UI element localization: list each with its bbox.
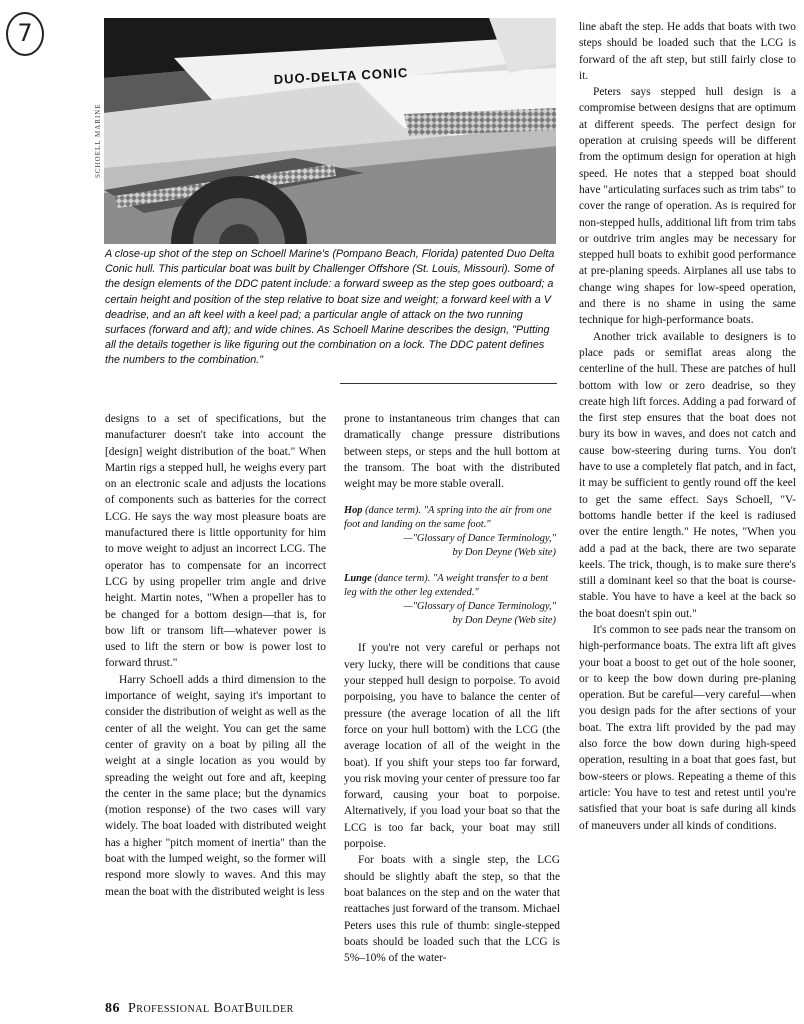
col2-lead-paragraph: prone to instantaneous trim changes that can dramatically change pressure distributions between steps, or steps and the hull bottom at the transom. The boat with the distributed weight may be more stable overall. <box>344 413 560 491</box>
definition-lunge-body: (dance term). "A weight transfer to a bent leg with the other leg extended." <box>344 573 549 599</box>
col2-paragraph-single-step: For boats with a single step, the LCG should be slightly abaft the step, so that the boat balances on the step and on the water that reattaches just forward of the transom. Michael Peters uses this rule of thumb: single-stepped boats should be loaded such that the LCG is 5%–10% of the water- <box>344 854 560 965</box>
caption-divider <box>340 383 557 384</box>
definition-lunge-term: Lunge <box>344 573 372 585</box>
text-column-2 <box>344 411 560 966</box>
publication-name: Professional BoatBuilder <box>128 1001 294 1016</box>
hull-step-photo <box>104 18 556 244</box>
photo-credit: SCHOELL MARINE <box>94 103 102 178</box>
photo-caption: A close-up shot of the step on Schoell Marine's (Pompano Beach, Florida) patented Duo Delta Conic hull. This particular boat was built by Challenger Offshore (St. Louis, Missouri). Some of the design elements of the DDC patent include: a forward sweep as the step goes outboard; a certain height and position of the step relative to boat size and weight; a forward keel with a V deadrise, and an aft keel with a keel pad; a particular angle of attack on the two running surfaces (forward and aft); and wide chines. As Schoell Marine describes the design, "Putting all the details together is like figuring out the combination on a lock. The DDC patent defines the numbers to the combination." <box>105 248 555 367</box>
col3-paragraph-2: Peters says stepped hull design is a compromise between designs that are optimum at different speeds. The perfect design for operation at cruising speeds will be different from the optimum design for operation at high speed. He notes that a stepped boat should have "articulating surfaces such as trim tabs" to cover the range of operation. As is required for non-stepped hulls, additional lift from trim tabs or outdrive trim angles may be necessary for stepped hull boats to exhibit good performance at pre-planing speeds. Airplanes all use tabs to change wing shapes for low-speed operation, and there is no shame in using the same technique for high-performance boats. <box>579 86 796 327</box>
definition-hop-author: by Don Deyne (Web site) <box>452 547 556 559</box>
definition-hop-source: —"Glossary of Dance Terminology," <box>403 533 556 545</box>
col3-paragraph-1: line abaft the step. He adds that boats with two steps should be loaded such that the LCG is forward of the aft step, but still fairly close to it. <box>579 21 796 82</box>
definition-lunge <box>344 572 560 628</box>
definition-hop <box>344 504 560 560</box>
definition-hop-text <box>344 504 560 532</box>
page-footer <box>105 1001 294 1017</box>
col2-paragraph-porpoise: If you're not very careful or perhaps not very lucky, there will be conditions that cause your stepped hull design to porpoise. To avoid porpoising, you have to balance the center of pressure (the average location of all the lift force on your hull bottom) with the LCG (the average location of all of the weight in the boat). If you shift your steps too far forward, you risk moving your center of pressure too far forward, causing your boat to porpoise. Alternatively, if you load your boat so that the LCG is too far back, your boat may still porpoise. <box>344 642 560 851</box>
col3-paragraph-3: Another trick available to designers is to place pads or semiflat areas along the centerline of the hull. These are patches of hull bottom with low or zero deadrise, so they create high lift forces. Adding a pad forward of the first step ensures that the boat does not bury its bow in waves, and does not catch and cause bow-steering during turns. You don't have to use a completely flat patch, and in fact, it may be sufficient to gently round off the keel to get the same effect. Says Schoell, "V-bottoms handle better if the keel is radiused over the entire length." He notes, "When you add a pad at the back, there are two separate keels. The trick, though, is to make sure there's still a dominant keel so that the boat is course-stable. You have to have a keel at the back so the boat doesn't spin out." <box>579 330 796 620</box>
hull-decal-text: DUO-DELTA CONIC <box>273 64 409 87</box>
definition-lunge-text <box>344 572 560 600</box>
text-column-1 <box>105 411 326 900</box>
definition-hop-term: Hop <box>344 505 363 517</box>
definition-lunge-author: by Don Deyne (Web site) <box>452 615 556 627</box>
col1-paragraph-1: designs to a set of specifications, but the manufacturer doesn't take into account the [design] weight distribution of the boat." When Martin rigs a stepped hull, he weighs every part on an electronic scale and adjusts the locations of components such as batteries for the correct LCG. He says the way most pleasure boats are manufactured there is little opportunity for him to move weight to adjust an incorrect LCG. The operator has to compensate for an incorrect LCG by using propeller trim angle and drive height. Martin notes, "When a propeller has to be changed for a bottom design—that is, for bow lift or transom lift—whatever power is used to lift the stern or bow is power lost to forward thrust." <box>105 413 326 670</box>
col3-paragraph-4: It's common to see pads near the transom on high-performance boats. The extra lift aft gives your boat a boost to get out of the hole sooner, or to keep the bow down during pre-planing operation. But be careful—very careful—when you design pads for the after sections of your boat. The extra lift provided by the pad may also force the bow down during high-speed operation, resulting in a boat that goes fast, but bow-steers or plows. Repeating a theme of this article: You have to test and retest until you're satisfied that your boat is safe during all kinds of maneuvers under all kinds of conditions. <box>579 623 796 832</box>
handwritten-page-mark: 7 <box>6 12 44 56</box>
page-number: 86 <box>105 1001 120 1016</box>
text-column-3 <box>579 19 796 834</box>
col1-paragraph-2: Harry Schoell adds a third dimension to the importance of weight, saying it's important to consider the distribution of weight as well as the center of all the weight. You can get the same center of gravity on a boat by piling all the weight at a single location as you would by spreading the weight out fore and aft, keeping the center in the same place; but the dynamics (motion response) of the two cases will vary widely. The boat loaded with distributed weight has a higher "pitch moment of inertia" than the boat with the lumped weight, so the former will respond more slowly to waves. And this may mean the boat with the distributed weight is less <box>105 673 326 898</box>
definition-hop-body: (dance term). "A spring into the air from one foot and landing on the same foot." <box>344 505 552 531</box>
definition-lunge-source: —"Glossary of Dance Terminology," <box>403 601 556 613</box>
hull-photo-illustration <box>104 18 556 244</box>
